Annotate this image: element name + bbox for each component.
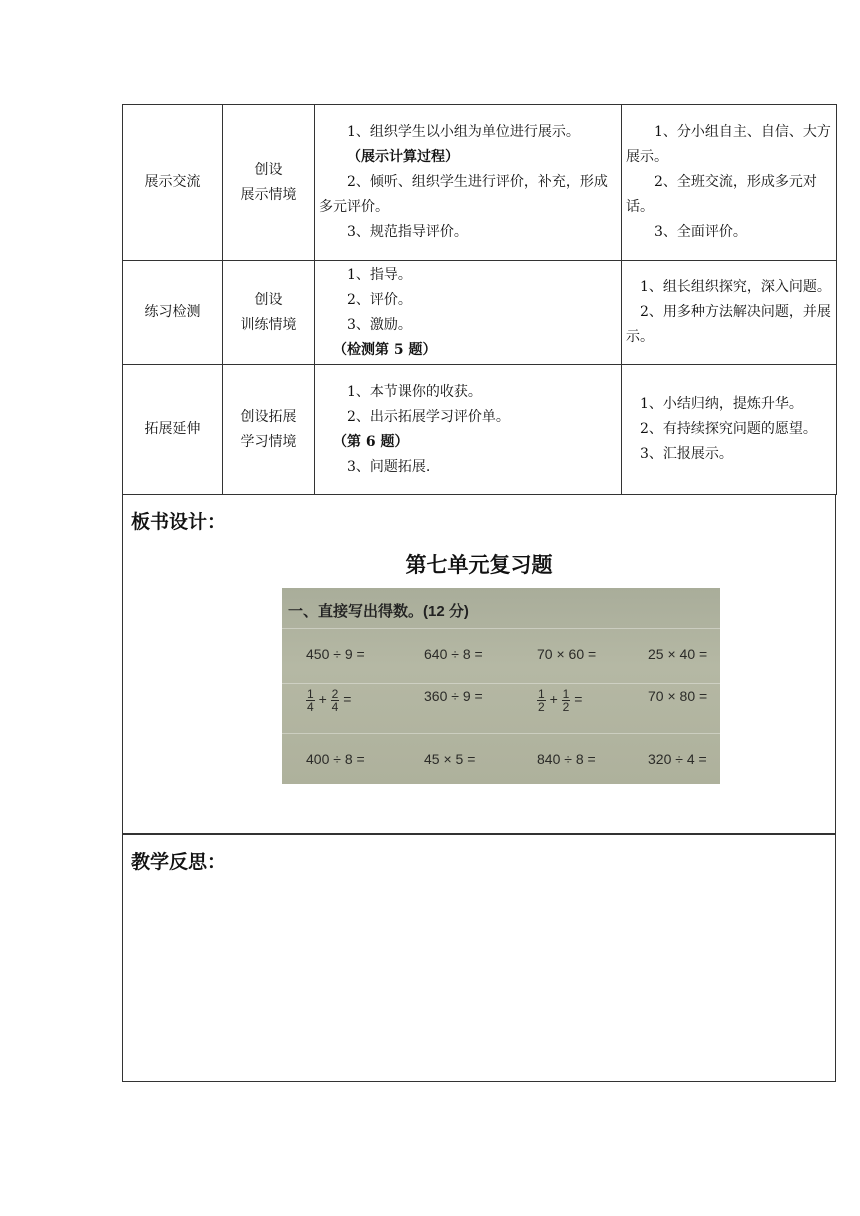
teacher-activity-line: 3、规范指导评价。 [347,224,468,240]
scene-line: 训练情境 [240,316,297,333]
exercise-problem: 320 ÷ 4 = [648,751,707,767]
teacher-activity-line: （检测第 5 题） [333,341,437,358]
teacher-activity-line: 2、倾听、组织学生进行评价，补充，形成多元评价。 [319,174,608,215]
teaching-reflection-section [122,834,836,1082]
teacher-activity-cell [315,365,622,495]
stage-label: 练习检测 [144,304,201,320]
exercise-problem: 840 ÷ 8 = [537,751,596,767]
teacher-activity-line: （第 6 题） [333,433,409,450]
stage-cell [123,365,223,495]
exercise-problem: 25 × 40 = [648,646,708,662]
stage-cell [123,105,223,261]
student-activity-cell [622,261,837,365]
teacher-activity-line: 3、激励。 [347,316,412,333]
teaching-reflection-label: 教学反思： [131,851,227,873]
exercise-problem: $\frac{1}{4}$ + $\frac{2}{4}$ = [307,687,352,714]
exercise-problem: 45 × 5 = [424,751,476,767]
stage-label: 拓展延伸 [144,421,201,437]
exercise-problem: 450 ÷ 9 = [306,646,365,662]
board-title: 第七单元复习题 [405,553,553,577]
student-activity-line: 1、组长组织探究，深入问题。 [640,279,831,295]
lesson-plan-table-wrapper [122,104,836,495]
stage-label: 展示交流 [144,174,201,190]
plan-row [123,365,837,495]
exercise-heading: 一、直接写出得数。(12 分) [288,603,469,620]
teacher-activity-cell [315,261,622,365]
lesson-plan-table [122,104,837,495]
teacher-activity-line: 1、组织学生以小组为单位进行展示。 [347,124,580,140]
exercise-problem: 360 ÷ 9 = [424,688,483,704]
exercise-photo [282,588,720,784]
exercise-problem: 70 × 80 = [648,688,708,704]
teacher-activity-line: 2、评价。 [347,291,412,308]
student-activity-cell [622,105,837,261]
plan-row [123,105,837,261]
scene-cell [223,105,315,261]
teacher-activity-line: 3、问题拓展. [347,458,431,475]
exercise-problem: $\frac{1}{2}$ + $\frac{1}{2}$ = [538,687,583,714]
student-activity-line: 1、小结归纳，提炼升华。 [640,396,803,412]
board-design-label: 板书设计： [131,511,227,533]
exercise-problem: 640 ÷ 8 = [424,646,483,662]
teacher-activity-line: 2、出示拓展学习评价单。 [347,408,510,425]
student-activity-line: 2、全班交流，形成多元对话。 [626,174,817,215]
student-activity-line: 3、全面评价。 [654,224,747,240]
teacher-activity-line: 1、指导。 [347,266,412,283]
board-design-section [122,495,836,834]
stage-cell [123,261,223,365]
student-activity-line: 2、用多种方法解决问题，并展示。 [626,304,831,345]
plan-row [123,261,837,365]
teacher-activity-cell [315,105,622,261]
student-activity-line: 1、分小组自主、自信、大方展示。 [626,124,831,165]
scene-line: 展示情境 [240,186,297,203]
scene-cell [223,261,315,365]
scene-line: 创设 [254,161,283,178]
student-activity-cell [622,365,837,495]
scene-line: 创设 [254,291,283,308]
student-activity-line: 3、汇报展示。 [640,446,733,462]
scene-line: 学习情境 [240,433,297,450]
teacher-activity-line: （展示计算过程） [347,149,459,165]
student-activity-line: 2、有持续探究问题的愿望。 [640,421,817,437]
scene-cell [223,365,315,495]
exercise-problem: 70 × 60 = [537,646,597,662]
scene-line: 创设拓展 [240,408,297,425]
teacher-activity-line: 1、本节课你的收获。 [347,383,482,400]
exercise-problem: 400 ÷ 8 = [306,751,365,767]
